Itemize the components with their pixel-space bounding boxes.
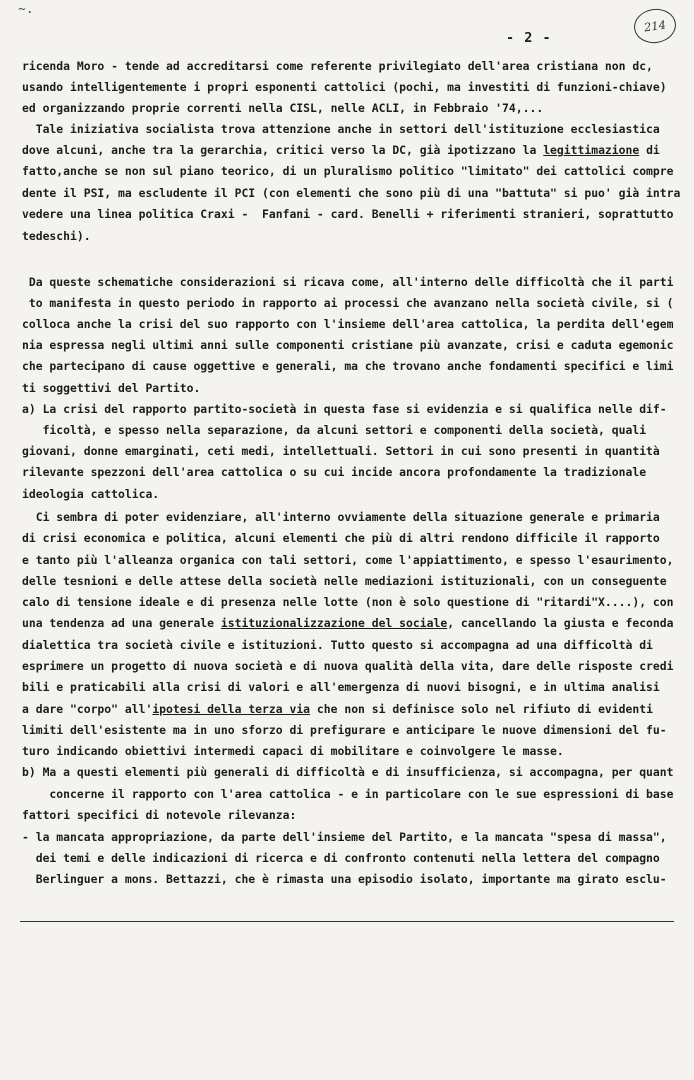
text-line: colloca anche la crisi del suo rapporto con l'insieme dell'area cattolica, la perdita dell'egem	[22, 317, 674, 331]
text-line: dei temi e delle indicazioni di ricerca e di confronto contenuti nella lettera del compagno	[22, 851, 660, 865]
text-line: rilevante spezzoni dell'area cattolica o su cui incide ancora profondamente la tradizionale	[22, 465, 647, 479]
underlined-phrase: ipotesi della terza via	[152, 702, 311, 716]
text-line: dialettica tra società civile e istituzioni. Tutto questo si accompagna ad una difficoltà di	[22, 638, 653, 652]
text-line: limiti dell'esistente ma in uno sforzo di prefigurare e anticipare le nuove dimensioni del fu-	[22, 723, 667, 737]
text-segment: di	[639, 143, 660, 157]
text-segment: che non si definisce solo nel rifiuto di evidenti	[310, 702, 653, 716]
text-line: e tanto più l'alleanza organica con tali settori, come l'appiattimento, e spesso l'esaurimento,	[22, 553, 674, 567]
text-segment: a dare "corpo" all'	[22, 702, 153, 716]
text-line: b) Ma a questi elementi più generali di difficoltà e di insufficienza, si accompagna, per quant	[22, 765, 674, 779]
text-segment: una tendenza ad una generale	[22, 616, 221, 630]
text-line: vedere una linea politica Craxi - Fanfani - card. Benelli + riferimenti stranieri, soprattutto	[22, 207, 674, 221]
text-line: fatto,anche se non sul piano teorico, di un pluralismo politico "limitato" dei cattolici compre	[22, 164, 674, 178]
text-line: Berlinguer a mons. Bettazzi, che è rimasta una episodio isolato, importante ma girato esclu-	[22, 872, 667, 886]
text-segment: , cancellando la giusta e feconda	[447, 616, 674, 630]
text-line: che partecipano di cause oggettive e generali, ma che trovano anche fondamenti specifici e limi	[22, 359, 674, 373]
text-line: Ci sembra di poter evidenziare, all'interno ovviamente della situazione generale e primaria	[22, 510, 660, 524]
text-line: nia espressa negli ultimi anni sulle componenti cristiane più avanzate, crisi e caduta egemonic	[22, 338, 674, 352]
text-segment: dove alcuni, anche tra la gerarchia, critici verso la DC, già ipotizzano la	[22, 143, 544, 157]
text-line: Tale iniziativa socialista trova attenzione anche in settori dell'istituzione ecclesiastica	[22, 122, 660, 136]
text-line: ficoltà, e spesso nella separazione, da alcuni settori e componenti della società, quali	[22, 423, 647, 437]
text-line: delle tesnioni e delle attese della società nelle mediazioni istituzionali, con un conseguente	[22, 574, 667, 588]
text-line: dente il PSI, ma escludente il PCI (con elementi che sono più di una "battuta" si puo' già intra	[22, 186, 681, 200]
underlined-phrase: legittimazione	[543, 143, 640, 157]
text-line: fattori specifici di notevole rilevanza:	[22, 808, 297, 822]
text-line	[22, 702, 682, 716]
text-line: tedeschi).	[22, 229, 91, 243]
footer-rule	[20, 921, 674, 922]
text-line: ti soggettivi del Partito.	[22, 381, 201, 395]
text-line: usando intelligentemente i propri esponenti cattolici (pochi, ma investiti di funzioni-chiave)	[22, 80, 667, 94]
text-line: giovani, donne emarginati, ceti medi, intellettuali. Settori in cui sono presenti in quantità	[22, 444, 660, 458]
text-line: di crisi economica e politica, alcuni elementi che più di altri rendono difficile il rapporto	[22, 531, 660, 545]
archive-stamp: 214	[632, 6, 678, 46]
text-line: Da queste schematiche considerazioni si ricava come, all'interno delle difficoltà che il parti	[22, 275, 674, 289]
text-line: concerne il rapporto con l'area cattolica - e in particolare con le sue espressioni di base	[22, 787, 674, 801]
text-line	[22, 143, 682, 157]
underlined-phrase: istituzionalizzazione del sociale	[220, 616, 448, 630]
text-line: a) La crisi del rapporto partito-società in questa fase si evidenzia e si qualifica nelle dif-	[22, 402, 667, 416]
text-line: bili e praticabili alla crisi di valori e all'emergenza di nuovi bisogni, e in ultima analisi	[22, 680, 660, 694]
text-line: ed organizzando proprie correnti nella CISL, nelle ACLI, in Febbraio '74,...	[22, 101, 544, 115]
text-line: - la mancata appropriazione, da parte dell'insieme del Partito, e la mancata "spesa di massa",	[22, 830, 667, 844]
text-line: calo di tensione ideale e di presenza nelle lotte (non è solo questione di "ritardi"X....), con	[22, 595, 674, 609]
text-line: ricenda Moro - tende ad accreditarsi come referente privilegiato dell'area cristiana non dc,	[22, 59, 653, 73]
text-line: to manifesta in questo periodo in rapporto ai processi che avanzano nella società civile, si (	[22, 296, 674, 310]
text-line: esprimere un progetto di nuova società e di nuova qualità della vita, dare delle risposte credi	[22, 659, 674, 673]
text-line: ideologia cattolica.	[22, 487, 160, 501]
corner-mark: ~.	[18, 2, 34, 17]
text-line	[22, 616, 682, 630]
page-number: - 2 -	[506, 30, 552, 46]
text-line: turo indicando obiettivi intermedi capaci di mobilitare e coinvolgere le masse.	[22, 744, 564, 758]
